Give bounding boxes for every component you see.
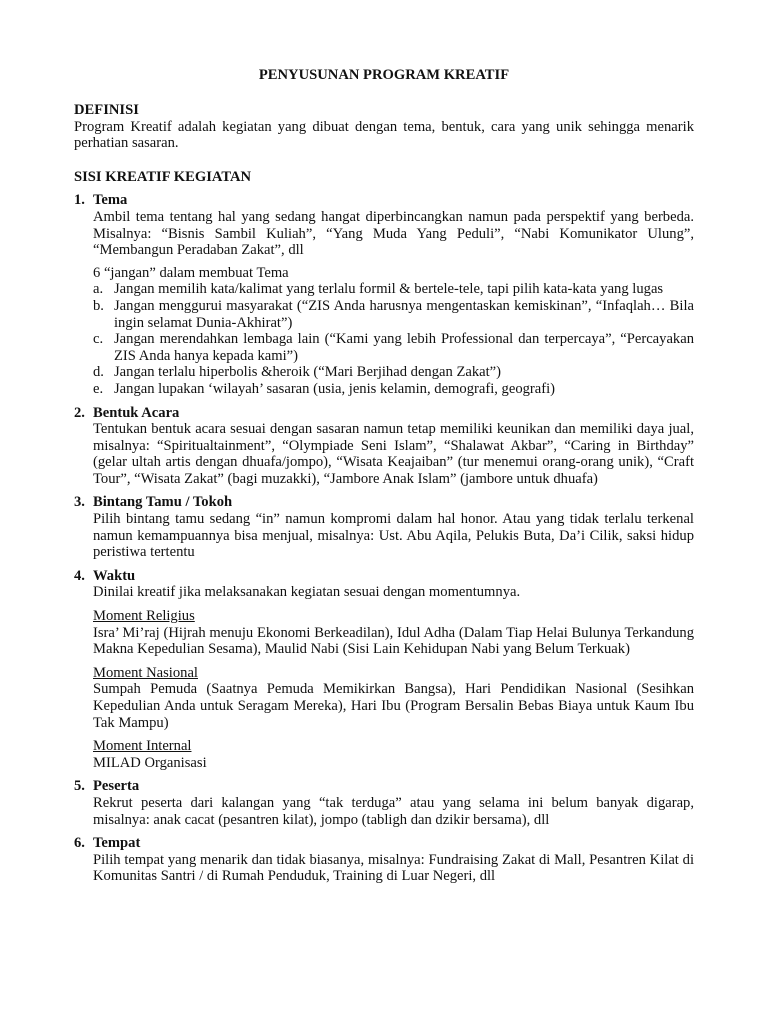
jangan-list: [93, 281, 694, 397]
moment-label: Moment Nasional: [93, 664, 198, 681]
list-item-bintang-tamu: [74, 494, 694, 560]
item-title: Bintang Tamu / Tokoh: [93, 494, 233, 511]
item-text: Tentukan bentuk acara sesuai dengan sasaran namun tetap memiliki keunikan dan memiliki daya jual, misalnya: “Spiritualtainment”, “Olympiade Seni Islam”, “Shalawat Akbar”, “Caring in Birthday” (gelar ultah artis dengan dhuafa/jompo), “Wisata Keajaiban” (tur menemui orang-orang unik), “Craft Tour”, “Wisata Zakat” (bagi muzakki), “Jambore Anak Islam” (jambore untuk dhuafa): [93, 421, 694, 487]
jangan-item: [93, 381, 694, 398]
moment-nasional: [93, 665, 694, 731]
moment-text: Sumpah Pemuda (Saatnya Pemuda Memikirkan Bangsa), Hari Pendidikan Nasional (Sesihkan Kepedulian Anda untuk Seragam Mereka), Hari Ibu (Program Bersalin Bebas Biaya untuk Kaum Ibu Tak Mampu): [93, 681, 694, 731]
item-text: Dinilai kreatif jika melaksanakan kegiatan sesuai dengan momentumnya.: [93, 584, 521, 601]
sisi-heading: SISI KREATIF KEGIATAN: [74, 168, 252, 185]
page-title: PENYUSUNAN PROGRAM KREATIF: [258, 67, 510, 83]
item-text: Pilih tempat yang menarik dan tidak biasanya, misalnya: Fundraising Zakat di Mall, Pesantren Kilat di Komunitas Santri / di Rumah Penduduk, Training di Luar Negeri, dll: [93, 851, 694, 885]
jangan-letter: c.: [93, 331, 104, 348]
moment-text: Isra’ Mi’raj (Hijrah menuju Ekonomi Berkeadilan), Idul Adha (Dalam Tiap Helai Bulunya Terkandung Makna Kepedulian Sesama), Maulid Nabi (Sisi Lain Kehidupan Nabi yang Belum Terkuak): [93, 624, 694, 658]
item-number: 6.: [74, 835, 85, 852]
jangan-item: [93, 331, 694, 364]
item-title: Bentuk Acara: [93, 404, 180, 421]
jangan-text: Jangan memilih kata/kalimat yang terlalu formil & bertele-tele, tapi pilih kata-kata yang lugas: [114, 281, 664, 298]
jangan-letter: b.: [93, 297, 104, 314]
jangan-text: Jangan terlalu hiperbolis &heroik (“Mari Berjihad dengan Zakat”): [114, 364, 501, 381]
moment-text: MILAD Organisasi: [93, 754, 207, 771]
list-item-tema: [74, 192, 694, 397]
jangan-letter: a.: [93, 281, 104, 298]
document-body: [74, 102, 694, 885]
item-title: Waktu: [93, 567, 136, 584]
jangan-item: [93, 281, 694, 298]
jangan-text: Jangan lupakan ‘wilayah’ sasaran (usia, jenis kelamin, demografi, geografi): [114, 380, 556, 397]
list-item-tempat: [74, 835, 694, 885]
jangan-letter: e.: [93, 380, 104, 397]
definisi-text: Program Kreatif adalah kegiatan yang dibuat dengan tema, bentuk, cara yang unik sehingga menarik perhatian sasaran.: [74, 118, 694, 152]
definisi-heading: DEFINISI: [74, 102, 139, 118]
jangan-text: Jangan merendahkan lembaga lain (“Kami yang lebih Professional dan terpercaya”, “Percayakan ZIS Anda hanya kepada kami”): [114, 331, 694, 364]
jangan-item: [93, 364, 694, 381]
item-title: Tempat: [93, 835, 141, 852]
list-item-peserta: [74, 778, 694, 828]
moment-label: Moment Internal: [93, 738, 192, 755]
list-item-bentuk-acara: [74, 405, 694, 488]
item-title: Tema: [93, 192, 128, 209]
item-text: Rekrut peserta dari kalangan yang “tak terduga” atau yang selama ini belum banyak digarap, misalnya: anak cacat (pesantren kilat), jompo (tabligh dan dzikir bersama), dll: [93, 794, 694, 828]
moment-label: Moment Religius: [93, 608, 195, 625]
jangan-letter: d.: [93, 364, 104, 381]
jangan-item: [93, 298, 694, 331]
list-item-waktu: [74, 568, 694, 772]
item-text: Pilih bintang tamu sedang “in” namun kompromi dalam hal honor. Atau yang tidak terlalu terkenal namun kemampuannya bisa menjual, misalnya: Ust. Abu Aqila, Pelukis Buta, Da’i Cilik, saksi hidup peristiwa tertentu: [93, 511, 694, 561]
item-number: 2.: [74, 404, 85, 421]
item-number: 5.: [74, 778, 85, 795]
moment-internal: [93, 738, 694, 771]
moment-religius: [93, 608, 694, 658]
item-text: Ambil tema tentang hal yang sedang hangat diperbincangkan namun pada perspektif yang berbeda. Misalnya: “Bisnis Sambil Kuliah”, “Yang Muda Yang Peduli”, “Nabi Komunikator Ulung”, “Membangun Peradaban Zakat”, dll: [93, 208, 694, 259]
jangan-intro: 6 “jangan” dalam membuat Tema: [93, 264, 289, 281]
item-number: 3.: [74, 494, 85, 511]
item-number: 4.: [74, 567, 85, 584]
item-number: 1.: [74, 192, 85, 209]
item-title: Peserta: [93, 778, 140, 795]
jangan-text: Jangan menggurui masyarakat (“ZIS Anda harusnya mengentaskan kemiskinan”, “Infaqlah… Bila ingin selamat Dunia-Akhirat”): [114, 297, 694, 331]
